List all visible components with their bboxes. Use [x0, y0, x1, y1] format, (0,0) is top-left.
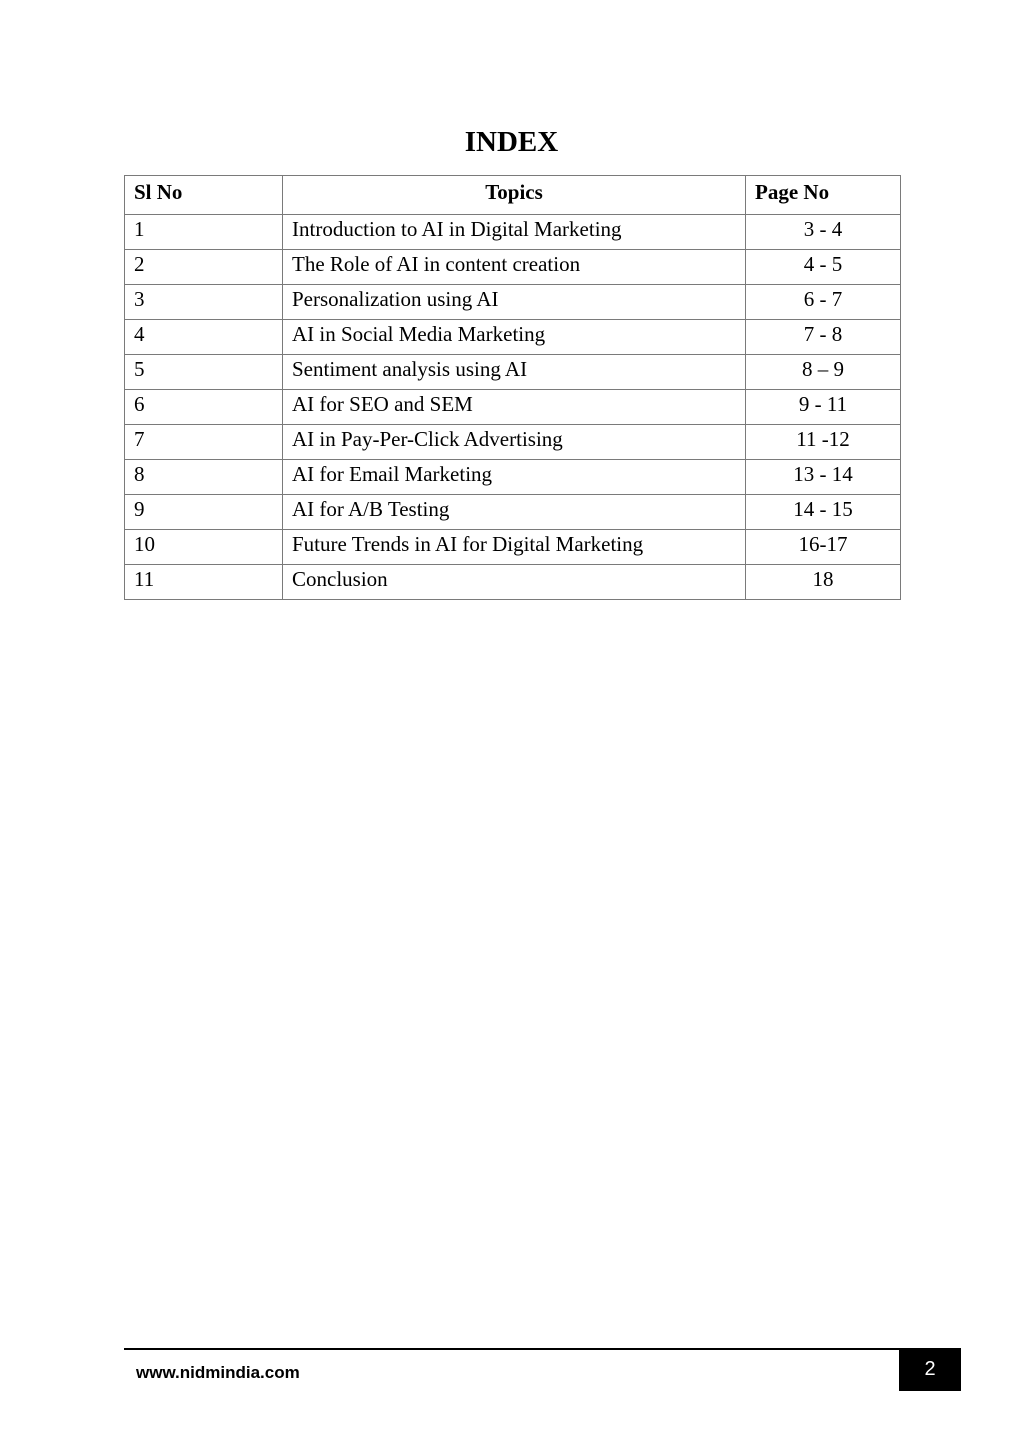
header-topics: Topics: [283, 176, 746, 215]
row-topic: AI for SEO and SEM: [283, 390, 746, 425]
table-row: [125, 495, 901, 530]
row-sl-no: 9: [125, 495, 283, 530]
row-sl-no: 4: [125, 320, 283, 355]
row-topic: Sentiment analysis using AI: [283, 355, 746, 390]
row-page-range: 18: [746, 565, 901, 600]
row-page-range: 16-17: [746, 530, 901, 565]
row-sl-no: 8: [125, 460, 283, 495]
row-sl-no: 7: [125, 425, 283, 460]
table-row: [125, 530, 901, 565]
row-topic: Conclusion: [283, 565, 746, 600]
row-page-range: 11 -12: [746, 425, 901, 460]
row-sl-no: 1: [125, 215, 283, 250]
row-page-range: 14 - 15: [746, 495, 901, 530]
table-row: [125, 285, 901, 320]
table-header-row: [125, 176, 901, 215]
table-row: [125, 565, 901, 600]
row-page-range: 13 - 14: [746, 460, 901, 495]
table-row: [125, 355, 901, 390]
row-sl-no: 3: [125, 285, 283, 320]
row-topic: Future Trends in AI for Digital Marketing: [283, 530, 746, 565]
table-row: [125, 320, 901, 355]
row-sl-no: 5: [125, 355, 283, 390]
table-row: [125, 425, 901, 460]
table-row: [125, 460, 901, 495]
row-topic: AI for A/B Testing: [283, 495, 746, 530]
page-number-badge: 2: [899, 1348, 961, 1391]
footer-website-url: www.nidmindia.com: [136, 1363, 300, 1382]
row-topic: Personalization using AI: [283, 285, 746, 320]
row-page-range: 6 - 7: [746, 285, 901, 320]
row-page-range: 7 - 8: [746, 320, 901, 355]
header-sl-no: Sl No: [125, 176, 283, 215]
row-sl-no: 11: [125, 565, 283, 600]
table-row: [125, 250, 901, 285]
table-row: [125, 215, 901, 250]
row-page-range: 8 – 9: [746, 355, 901, 390]
footer-divider: [124, 1348, 901, 1350]
row-page-range: 3 - 4: [746, 215, 901, 250]
row-topic: AI for Email Marketing: [283, 460, 746, 495]
table-row: [125, 390, 901, 425]
index-table: [124, 175, 901, 600]
row-topic: AI in Social Media Marketing: [283, 320, 746, 355]
row-sl-no: 6: [125, 390, 283, 425]
row-topic: AI in Pay-Per-Click Advertising: [283, 425, 746, 460]
row-topic: Introduction to AI in Digital Marketing: [283, 215, 746, 250]
row-topic: The Role of AI in content creation: [283, 250, 746, 285]
row-sl-no: 10: [125, 530, 283, 565]
row-sl-no: 2: [125, 250, 283, 285]
row-page-range: 9 - 11: [746, 390, 901, 425]
row-page-range: 4 - 5: [746, 250, 901, 285]
header-page-no: Page No: [746, 176, 901, 215]
page-title: INDEX: [464, 126, 559, 158]
